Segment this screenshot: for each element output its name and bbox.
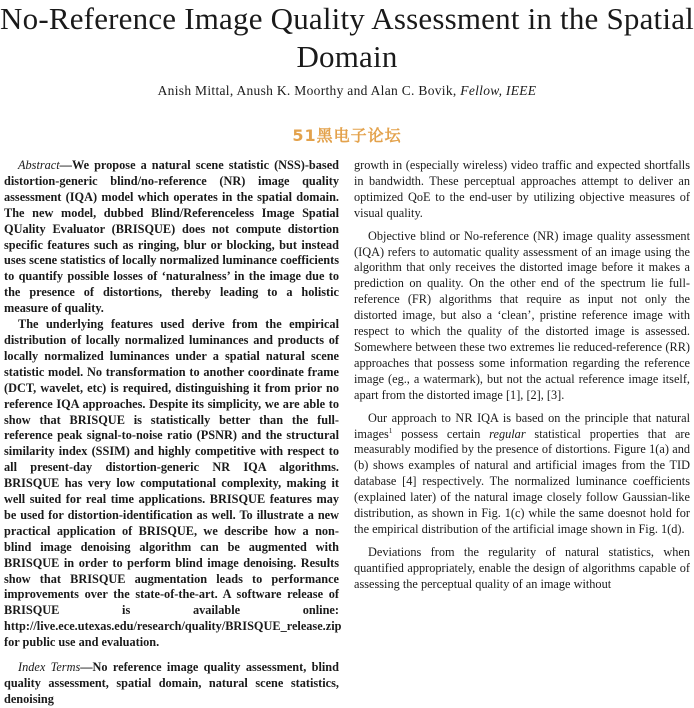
emphasis-text: regular [489, 426, 526, 441]
body-paragraph-3 [354, 411, 690, 538]
paper-title: No-Reference Image Quality Assessment in the Spatial Domain [0, 1, 694, 74]
author-names: Anish Mittal, Anush K. Moorthy and Alan C. Bovik, [157, 83, 457, 98]
body-paragraph-1: growth in (especially wireless) video traffic and expected shortfalls in bandwidth. These perceptual approaches attempt to deliver an optimized QoE to the end-user by utilizing objective measures of visual quality. [354, 158, 690, 220]
left-column [4, 158, 342, 708]
abstract-label: Abstract [18, 158, 60, 172]
right-column [354, 158, 690, 593]
index-terms-label: Index Terms [18, 660, 81, 675]
abstract-paragraph-1 [4, 158, 339, 317]
index-terms [4, 660, 339, 708]
index-terms-text: —No reference image quality assessment, blind quality assessment, spatial domain, natural scene statistics, denoising [4, 660, 339, 706]
body-text: possess certain [392, 426, 490, 441]
body-text: Our approach to NR IQA is based on the principle that natural images [354, 410, 690, 441]
body-text: statistical properties that are measurably modified by the presence of distortions. Figure 1(a) and (b) shows examples of natural and artificial images from the TID database [4] respectively. The normalized luminance coefficients (explained later) of the natural image closely follow Gaussian-like distribution, as shown in Fig. 1(c) while the same doesnot hold for the empirical distribution of the artificial image shown in Fig. 1(d). [354, 426, 690, 536]
author-line [0, 83, 694, 99]
author-fellow: Fellow, IEEE [460, 83, 537, 98]
footnote-marker[interactable]: 1 [388, 426, 393, 435]
abstract-text-1: —We propose a natural scene statistic (NSS)-based distortion-generic blind/no-reference (NR) image quality assessment (IQA) model which operates in the spatial domain. The new model, dubbed Blind/Referenceless Image Spatial QUality Evaluator (BRISQUE) does not compute distortion specific features such as ringing, blur or blocking, but instead uses scene statistics of locally normalized luminance coefficients to quantify possible losses of ‘naturalness’ in the image due to the presence of distortions, thereby leading to a holistic measure of quality. [4, 158, 339, 316]
body-paragraph-2: Objective blind or No-reference (NR) image quality assessment (IQA) refers to automatic quality assessment of an image using the algorithm that only receives the distorted image before it makes a prediction on quality. On the other end of the spectrum lie full-reference (FR) algorithms that require as input not only the distorted image, but also a ‘clean’, pristine reference image with respect to which the quality of the distorted image is assessed. Somewhere between these two extremes lie reduced-reference (RR) approaches that possess some information regarding the reference image (eg., a watermark), but not the actual reference image itself, apart from the distorted image [1], [2], [3]. [354, 228, 690, 402]
abstract-paragraph-2: The underlying features used derive from the empirical distribution of locally normalized luminances and products of locally normalized luminances under a spatial natural scene statistic model. No transformation to another coordinate frame (DCT, wavelet, etc) is required, distinguishing it from prior no reference IQA approaches. Despite its simplicity, we are able to show that BRISQUE is statistically better than the full-reference peak signal-to-noise ratio (PSNR) and the structural similarity index (SSIM) and highly competitive with respect to all present-day distortion-generic NR IQA algorithms. BRISQUE has very low computational complexity, making it well suited for real time applications. BRISQUE features may be used for distortion-identification as well. To illustrate a new practical application of BRISQUE, we describe how a non-blind image denoising algorithm can be augmented with BRISQUE in order to perform blind image denoising. Results show that BRISQUE augmentation leads to performance improvements over the state-of-the-art. A software release of BRISQUE is available online: http://live.ece.utexas.edu/research/quality/BRISQUE_release.zip for public use and evaluation. [4, 317, 342, 650]
abstract [4, 158, 342, 651]
body-paragraph-4: Deviations from the regularity of natural statistics, when quantified appropriately, enable the design of algorithms capable of assessing the perceptual quality of an image without [354, 544, 690, 591]
watermark: 51黑电子论坛 [292, 126, 402, 145]
